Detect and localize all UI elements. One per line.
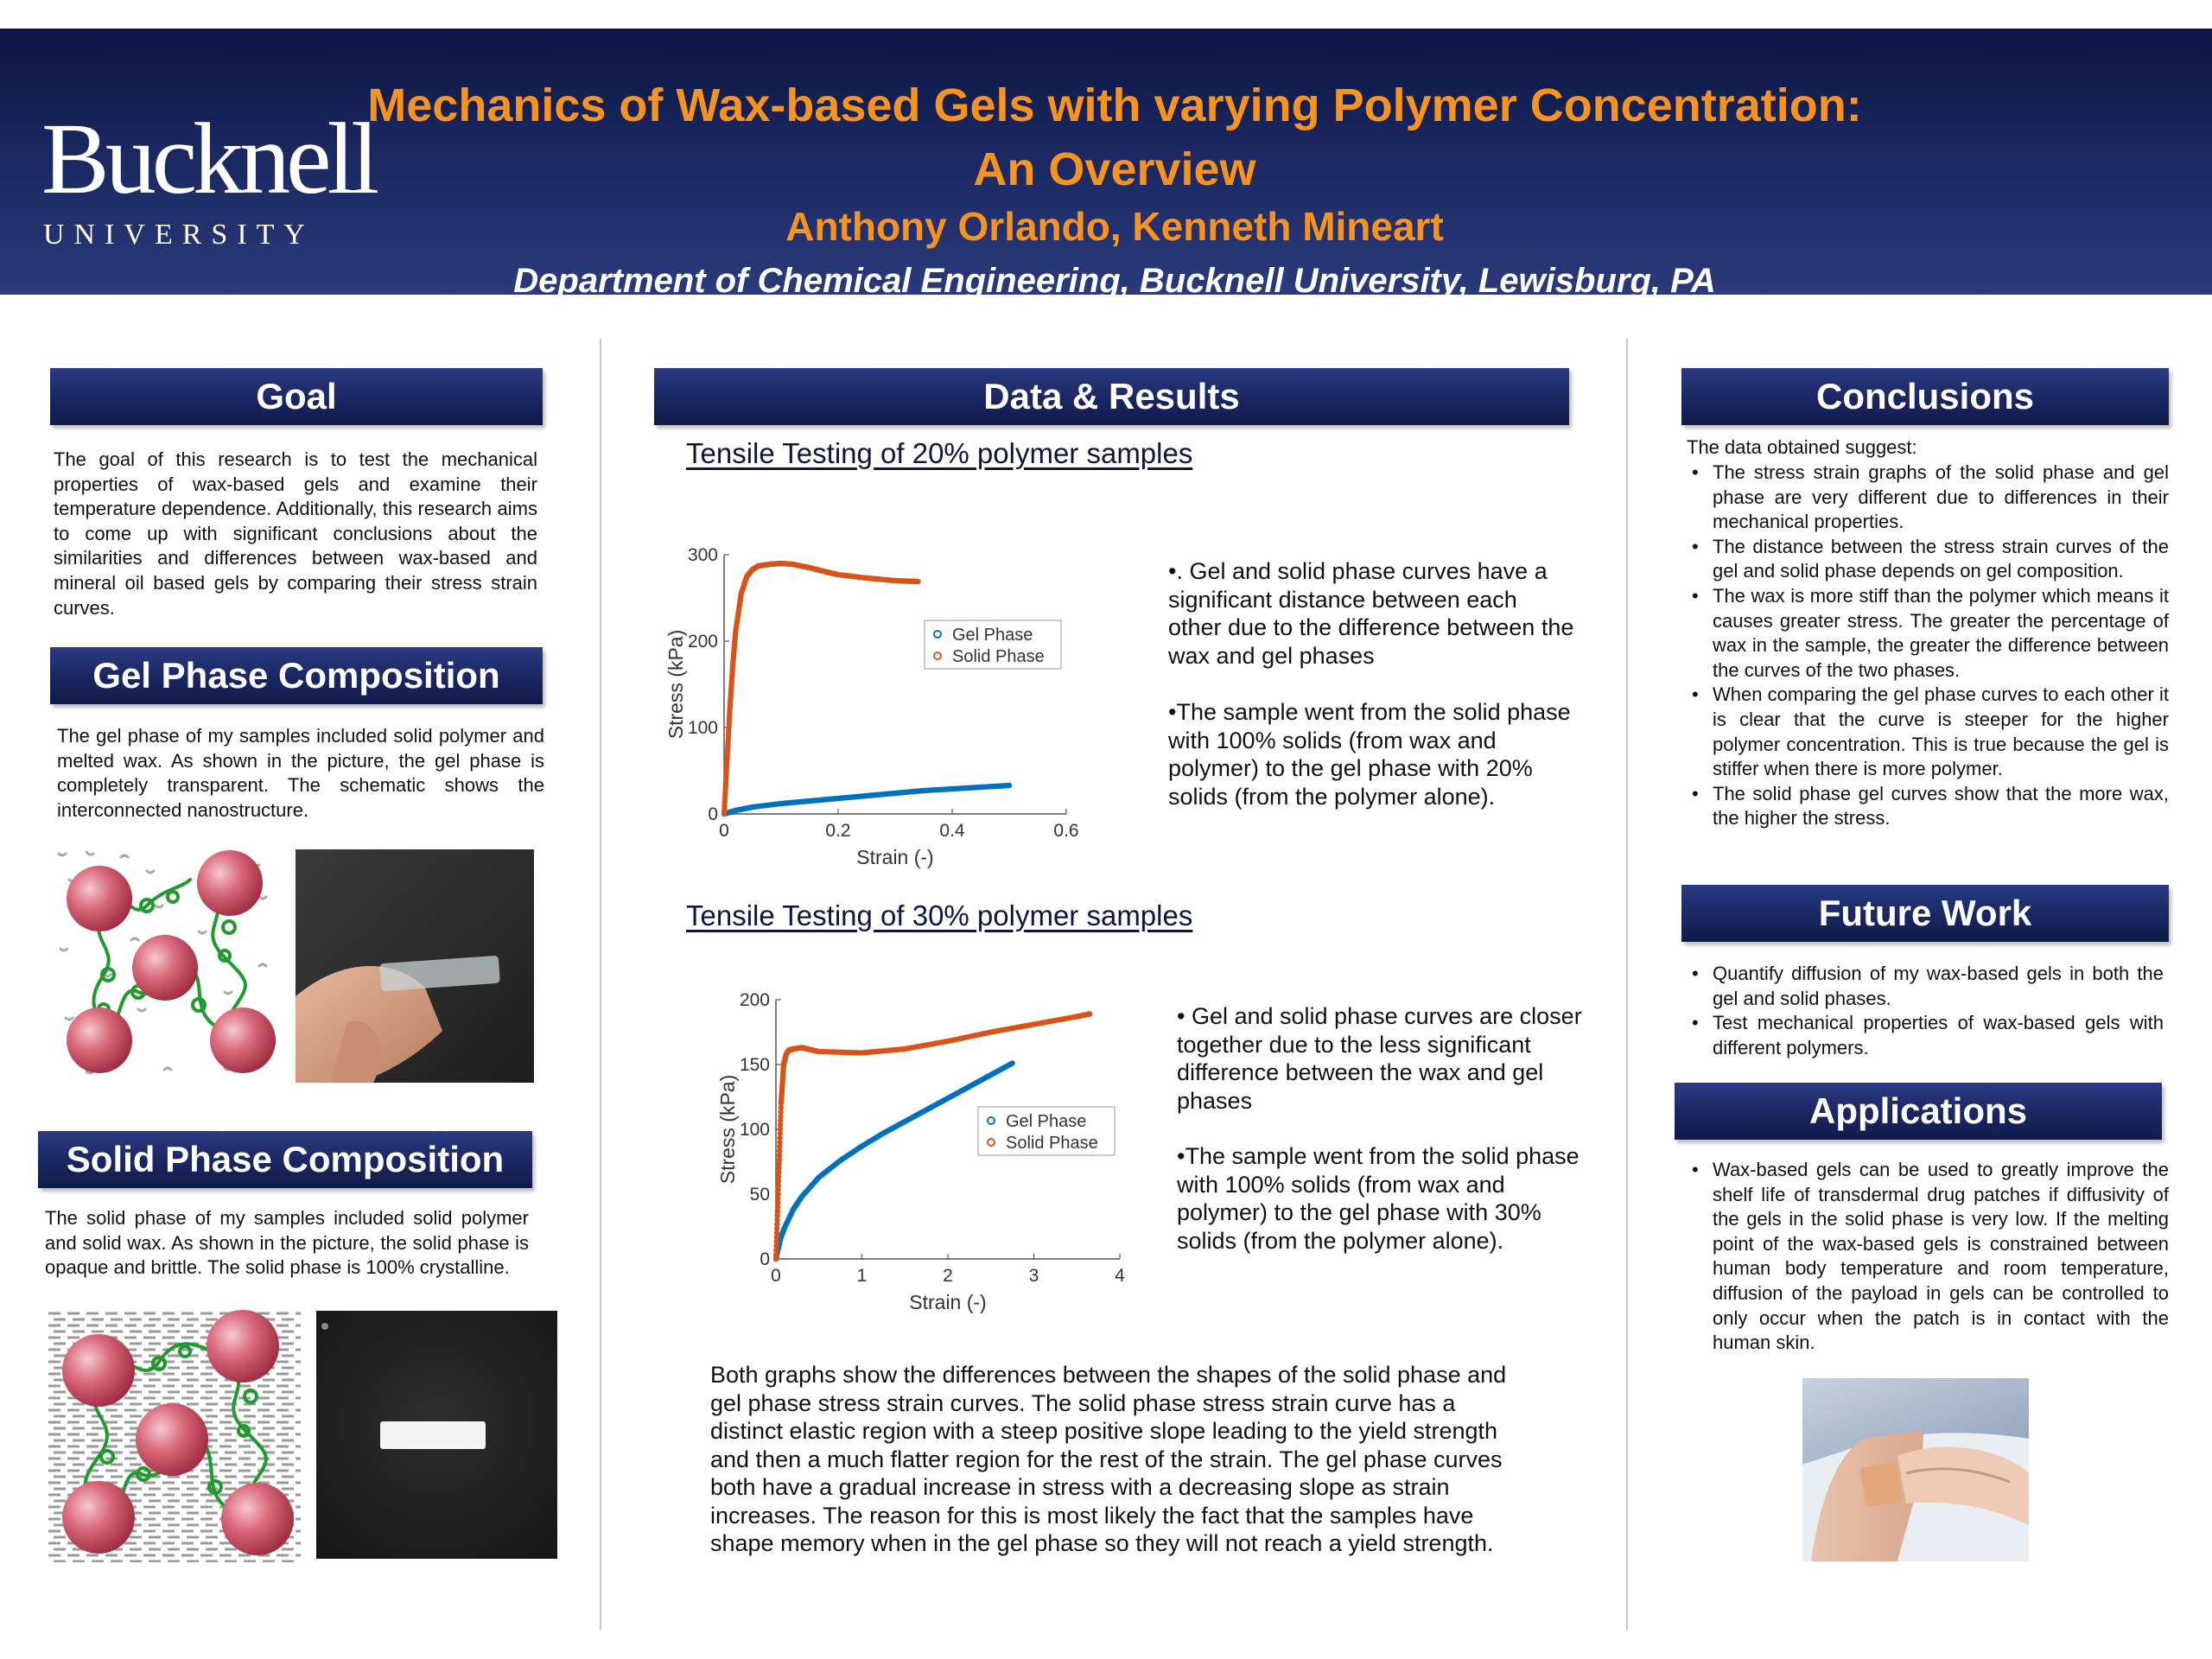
conclusion-item: • The distance between the stress strain curves of the gel and solid phase depends on gel composition. bbox=[1687, 535, 2169, 584]
conclusions-intro: The data obtained suggest: bbox=[1687, 436, 1917, 458]
poster-title-line1: Mechanics of Wax-based Gels with varying Polymer Concentration: bbox=[367, 79, 1862, 131]
y-tick-label: 150 bbox=[739, 1055, 770, 1075]
solid-sample-photo bbox=[316, 1311, 557, 1559]
stress-strain-chart-20-percent bbox=[648, 536, 1097, 877]
transdermal-patch-photo bbox=[1802, 1378, 2029, 1561]
subheading-20-percent: Tensile Testing of 20% polymer samples bbox=[686, 437, 1193, 469]
y-tick-label: 200 bbox=[739, 990, 770, 1010]
legend-label: Gel Phase bbox=[1006, 1112, 1087, 1131]
logo-subtitle: UNIVERSITY bbox=[43, 219, 315, 251]
x-tick-label: 0 bbox=[719, 821, 729, 841]
y-tick-label: 0 bbox=[760, 1249, 770, 1269]
results-30-note-1: • Gel and solid phase curves are closer together due to the less significant difference between the wax and gel phases bbox=[1177, 1003, 1582, 1114]
x-tick-label: 3 bbox=[1028, 1266, 1039, 1286]
poster-title-line2: An Overview bbox=[973, 143, 1256, 195]
column-divider-left bbox=[600, 339, 601, 1630]
x-tick-label: 2 bbox=[943, 1266, 953, 1286]
y-tick-label: 0 bbox=[708, 804, 718, 824]
future-work-list bbox=[1687, 962, 2164, 1060]
results-summary: Both graphs show the differences between the shapes of the solid phase and gel phase stress strain curves. The solid phase stress strain curve has a distinct elastic region with a steep positive slope leading to the yield strength and then a much flatter region for the rest of the strain. The gel phase curves both have a gradual increase in stress with a decreasing slope as strain increases. The reason for this is most likely the fact that the samples have shape memory when in the gel phase so they will not reach a yield strength. bbox=[710, 1362, 1507, 1556]
solid-nanostructure-schematic bbox=[47, 1310, 301, 1562]
x-tick-label: 1 bbox=[856, 1266, 868, 1286]
conclusions-list bbox=[1687, 461, 2169, 831]
poster-header bbox=[0, 29, 2212, 300]
bucknell-logo bbox=[38, 102, 376, 264]
legend-label: Gel Phase bbox=[952, 626, 1033, 645]
data-results-heading: Data & Results bbox=[654, 368, 1569, 425]
data-point bbox=[1087, 1011, 1092, 1016]
conclusion-item: • The solid phase gel curves show that the more wax, the higher the stress. bbox=[1687, 782, 2169, 831]
x-tick-label: 0 bbox=[771, 1266, 781, 1286]
y-tick-label: 100 bbox=[687, 718, 718, 738]
y-tick-label: 300 bbox=[687, 545, 718, 565]
logo-wordmark: Bucknell bbox=[41, 102, 376, 215]
chart-legend bbox=[978, 1107, 1115, 1155]
future-work-item: • Test mechanical properties of wax-based gels with different polymers. bbox=[1687, 1011, 2164, 1060]
goal-heading: Goal bbox=[50, 368, 543, 425]
solid-phase-heading: Solid Phase Composition bbox=[38, 1131, 532, 1188]
subheading-30-percent: Tensile Testing of 30% polymer samples bbox=[686, 899, 1193, 931]
poster-authors: Anthony Orlando, Kenneth Mineart bbox=[785, 204, 1444, 249]
gel-sample-photo bbox=[296, 849, 534, 1083]
y-tick-label: 50 bbox=[749, 1185, 770, 1205]
y-tick-label: 200 bbox=[687, 632, 718, 652]
x-tick-label: 0.4 bbox=[939, 821, 965, 841]
x-tick-label: 0.6 bbox=[1053, 821, 1079, 841]
applications-list bbox=[1687, 1158, 2169, 1356]
conclusions-heading: Conclusions bbox=[1681, 368, 2169, 425]
x-tick-label: 0.2 bbox=[825, 821, 851, 841]
data-point bbox=[1009, 1060, 1014, 1065]
future-work-item: • Quantify diffusion of my wax-based gels in both the gel and solid phases. bbox=[1687, 962, 2164, 1011]
results-20-note-1: •. Gel and solid phase curves have a significant distance between each other due to the difference between the wax and gel phases bbox=[1168, 558, 1574, 669]
conclusion-item: • The stress strain graphs of the solid phase and gel phase are very different due to differences in their mechanical properties. bbox=[1687, 461, 2169, 535]
solid-phase-text: The solid phase of my samples included solid polymer and solid wax. As shown in the picture, the solid phase is opaque and brittle. The solid phase is 100% crystalline. bbox=[45, 1207, 529, 1279]
data-point bbox=[1007, 783, 1012, 788]
application-item: • Wax-based gels can be used to greatly improve the shelf life of transdermal drug patches if diffusivity of the gels in the solid phase is very low. If the melting point of the wax-based gels is constrained between human body temperature and room temperature, diffusion of the payload in gels can be controlled to only occur when the patch is in contact with the human skin. bbox=[1687, 1158, 2169, 1356]
applications-heading: Applications bbox=[1675, 1083, 2162, 1140]
gel-nanostructure-schematic bbox=[52, 845, 282, 1084]
future-work-heading: Future Work bbox=[1681, 885, 2169, 942]
gel-phase-text: The gel phase of my samples included solid polymer and melted wax. As shown in the picture, the gel phase is completely transparent. The schematic shows the interconnected nanostructure. bbox=[57, 725, 544, 821]
gel-phase-heading: Gel Phase Composition bbox=[50, 647, 543, 704]
conclusion-item: • When comparing the gel phase curves to each other it is clear that the curve is steeper for the higher polymer concentration. This is true because the gel is stiffer when there is more polymer. bbox=[1687, 683, 2169, 781]
x-tick-label: 4 bbox=[1115, 1266, 1125, 1286]
goal-text: The goal of this research is to test the mechanical properties of wax-based gels and examine their temperature dependence. Additionally, this research aims to come up with significant conclusions about the similarities and differences between wax-based and mineral oil based gels by comparing their stress strain curves. bbox=[54, 448, 537, 619]
conclusion-item: • The wax is more stiff than the polymer which means it causes greater stress. The greater the percentage of wax in the sample, the greater the difference between the curves of the two phases. bbox=[1687, 584, 2169, 683]
data-point bbox=[915, 579, 920, 584]
chart-legend bbox=[925, 620, 1061, 669]
column-divider-right bbox=[1626, 339, 1628, 1630]
legend-label: Solid Phase bbox=[952, 647, 1045, 666]
results-20-note-2: •The sample went from the solid phase with 100% solids (from wax and polymer) to the gel phase with 20% solids (from the polymer alone). bbox=[1168, 699, 1571, 810]
stress-strain-chart-30-percent bbox=[700, 981, 1149, 1322]
y-tick-label: 100 bbox=[739, 1120, 770, 1140]
y-axis-label: Stress (kPa) bbox=[716, 1074, 739, 1185]
x-axis-label: Strain (-) bbox=[856, 846, 934, 868]
x-axis-label: Strain (-) bbox=[909, 1291, 987, 1313]
poster-affiliation: Department of Chemical Engineering, Bucknell University, Lewisburg, PA bbox=[513, 262, 1716, 300]
legend-label: Solid Phase bbox=[1006, 1134, 1098, 1153]
results-30-note-2: •The sample went from the solid phase with 100% solids (from wax and polymer) to the gel phase with 30% solids (from the polymer alone). bbox=[1177, 1143, 1580, 1254]
y-axis-label: Stress (kPa) bbox=[664, 629, 687, 740]
